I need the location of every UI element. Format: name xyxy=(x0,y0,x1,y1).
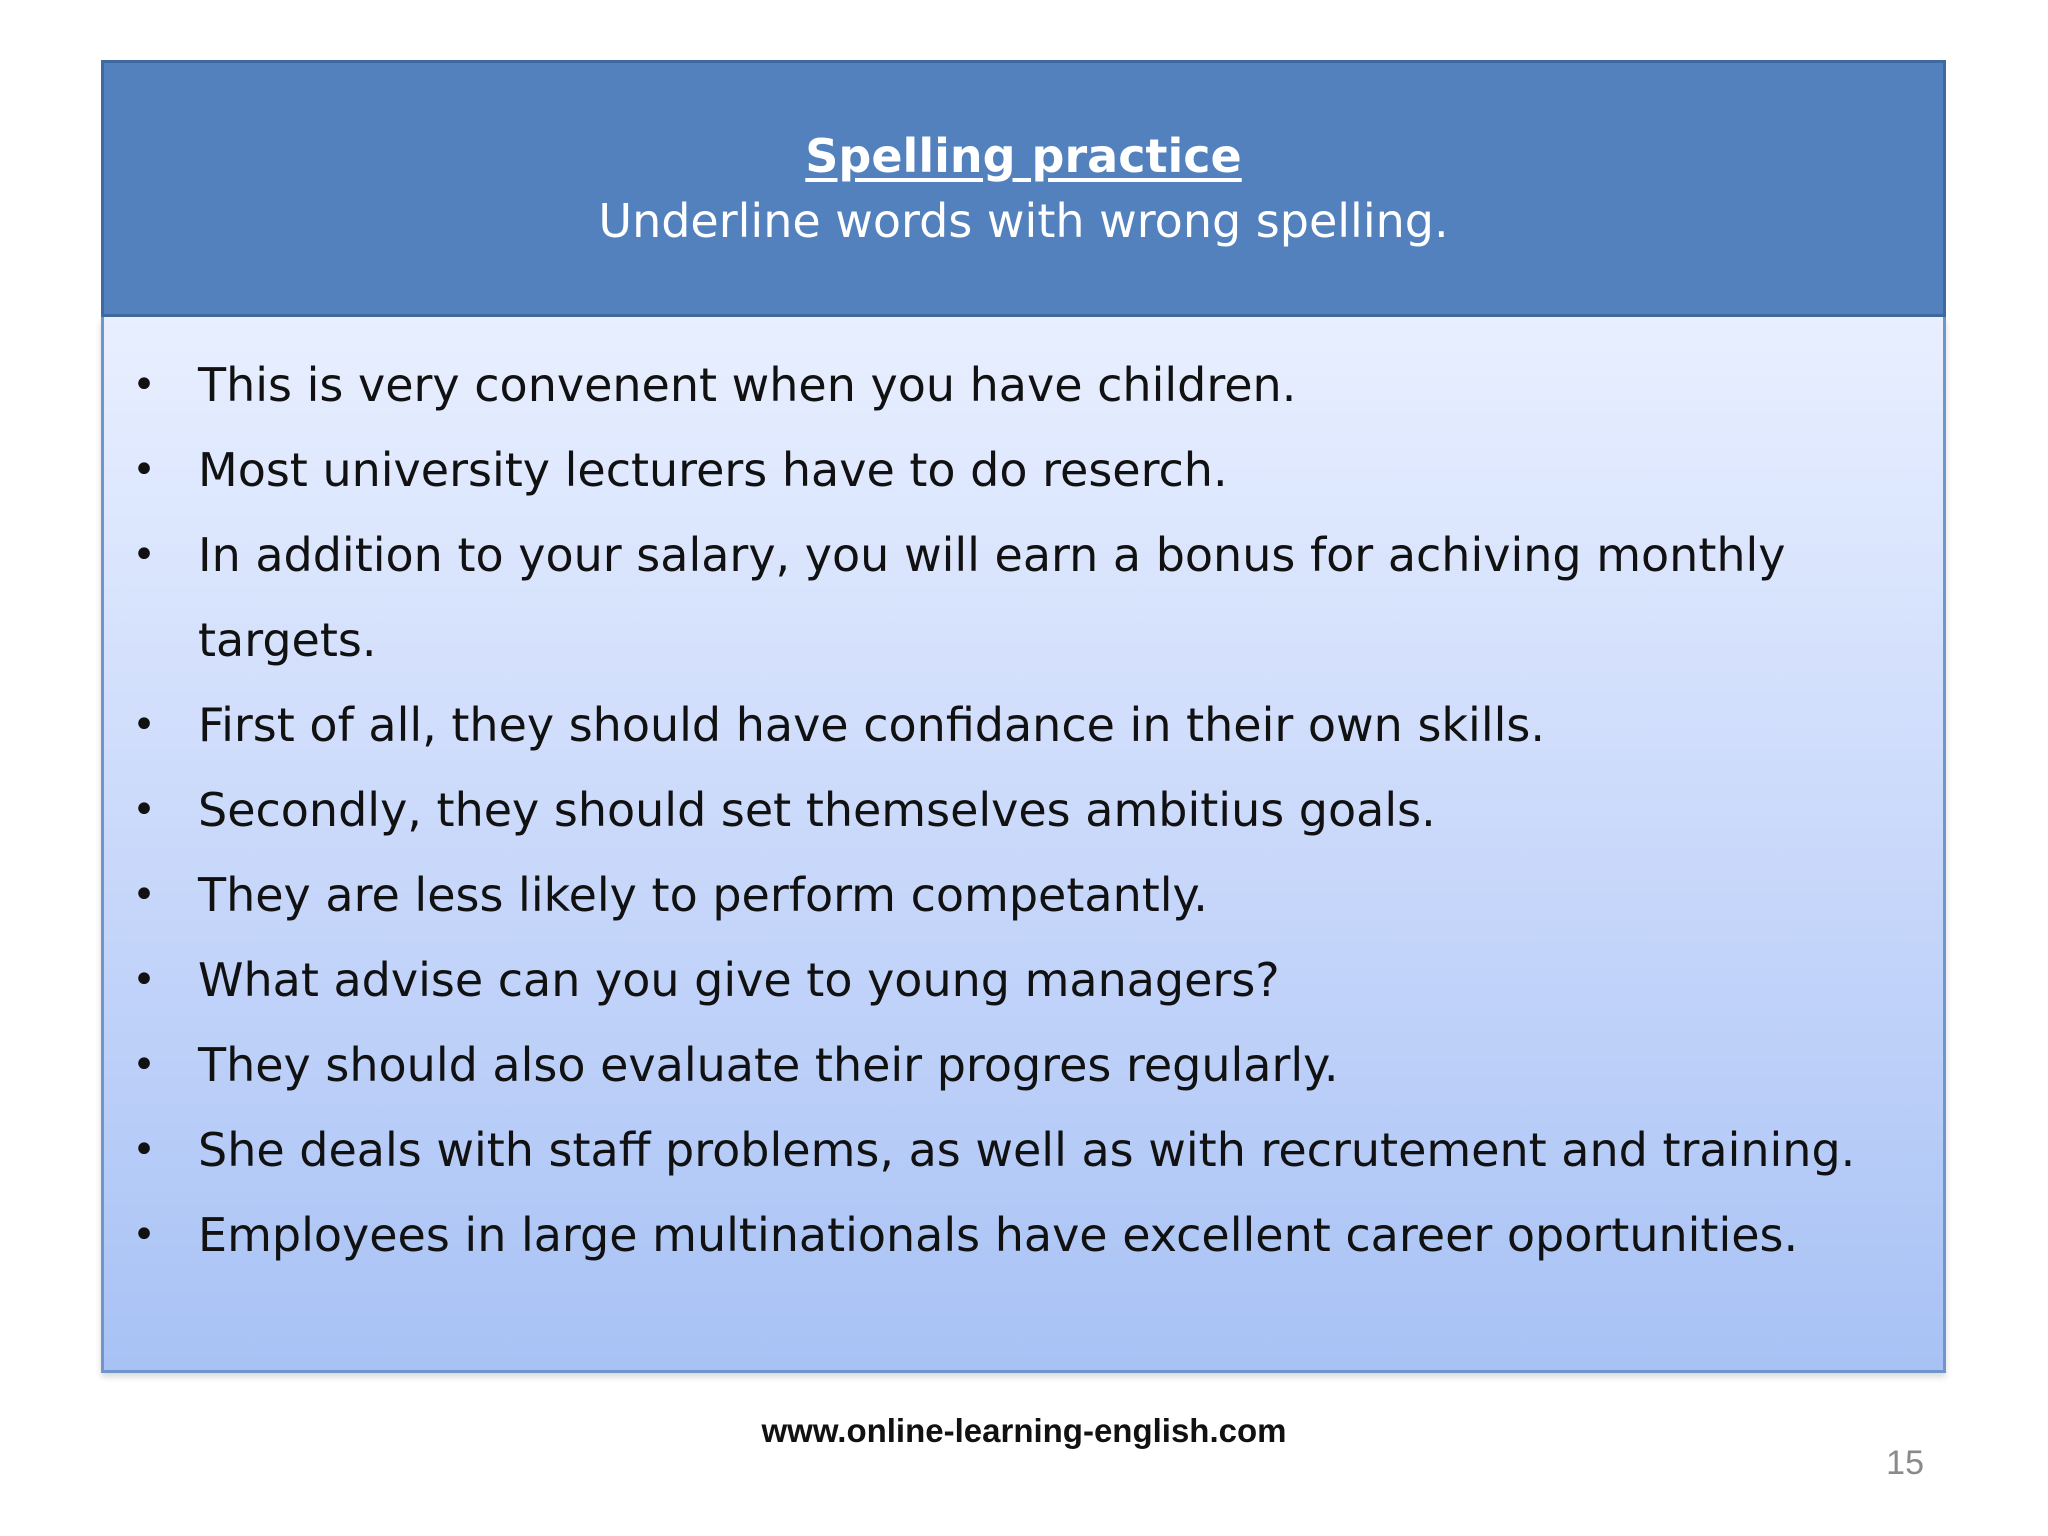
sentence-text: They should also evaluate their progres regularly. xyxy=(198,1038,1339,1092)
bullet-icon: • xyxy=(132,1127,156,1173)
sentence-text: She deals with staff problems, as well as with recrutement and training. xyxy=(198,1123,1856,1177)
bullet-icon: • xyxy=(132,447,156,493)
list-item xyxy=(104,1023,1943,1108)
list-item xyxy=(104,853,1943,938)
bullet-icon: • xyxy=(132,362,156,408)
list-item xyxy=(104,513,1943,683)
slide-subtitle: Underline words with wrong spelling. xyxy=(598,194,1449,249)
list-item xyxy=(104,1108,1943,1193)
list-item xyxy=(104,1193,1943,1278)
bullet-icon: • xyxy=(132,957,156,1003)
bullet-icon: • xyxy=(132,787,156,833)
sentence-text: Secondly, they should set themselves ambitius goals. xyxy=(198,783,1436,837)
page-number: 15 xyxy=(1886,1444,1924,1482)
bullet-icon: • xyxy=(132,1212,156,1258)
list-item xyxy=(104,768,1943,853)
slide-title: Spelling practice xyxy=(805,129,1242,183)
sentence-text: Most university lecturers have to do reserch. xyxy=(198,443,1228,497)
sentence-text: First of all, they should have confidance in their own skills. xyxy=(198,698,1545,752)
bullet-icon: • xyxy=(132,1042,156,1088)
sentence-text: They are less likely to perform competantly. xyxy=(198,868,1208,922)
sentence-text: In addition to your salary, you will earn a bonus for achiving monthly targets. xyxy=(198,528,1786,667)
sentence-text: What advise can you give to young managers? xyxy=(198,953,1280,1007)
list-item xyxy=(104,428,1943,513)
list-item xyxy=(104,938,1943,1023)
sentence-list xyxy=(104,343,1943,1278)
footer-url: www.online-learning-english.com xyxy=(761,1412,1287,1449)
sentence-panel xyxy=(101,317,1946,1373)
bullet-icon: • xyxy=(132,702,156,748)
sentence-text: This is very convenent when you have children. xyxy=(198,358,1297,412)
slide-header xyxy=(101,60,1946,317)
bullet-icon: • xyxy=(132,872,156,918)
bullet-icon: • xyxy=(132,532,156,578)
list-item xyxy=(104,683,1943,768)
list-item xyxy=(104,343,1943,428)
sentence-text: Employees in large multinationals have excellent career oportunities. xyxy=(198,1208,1799,1262)
